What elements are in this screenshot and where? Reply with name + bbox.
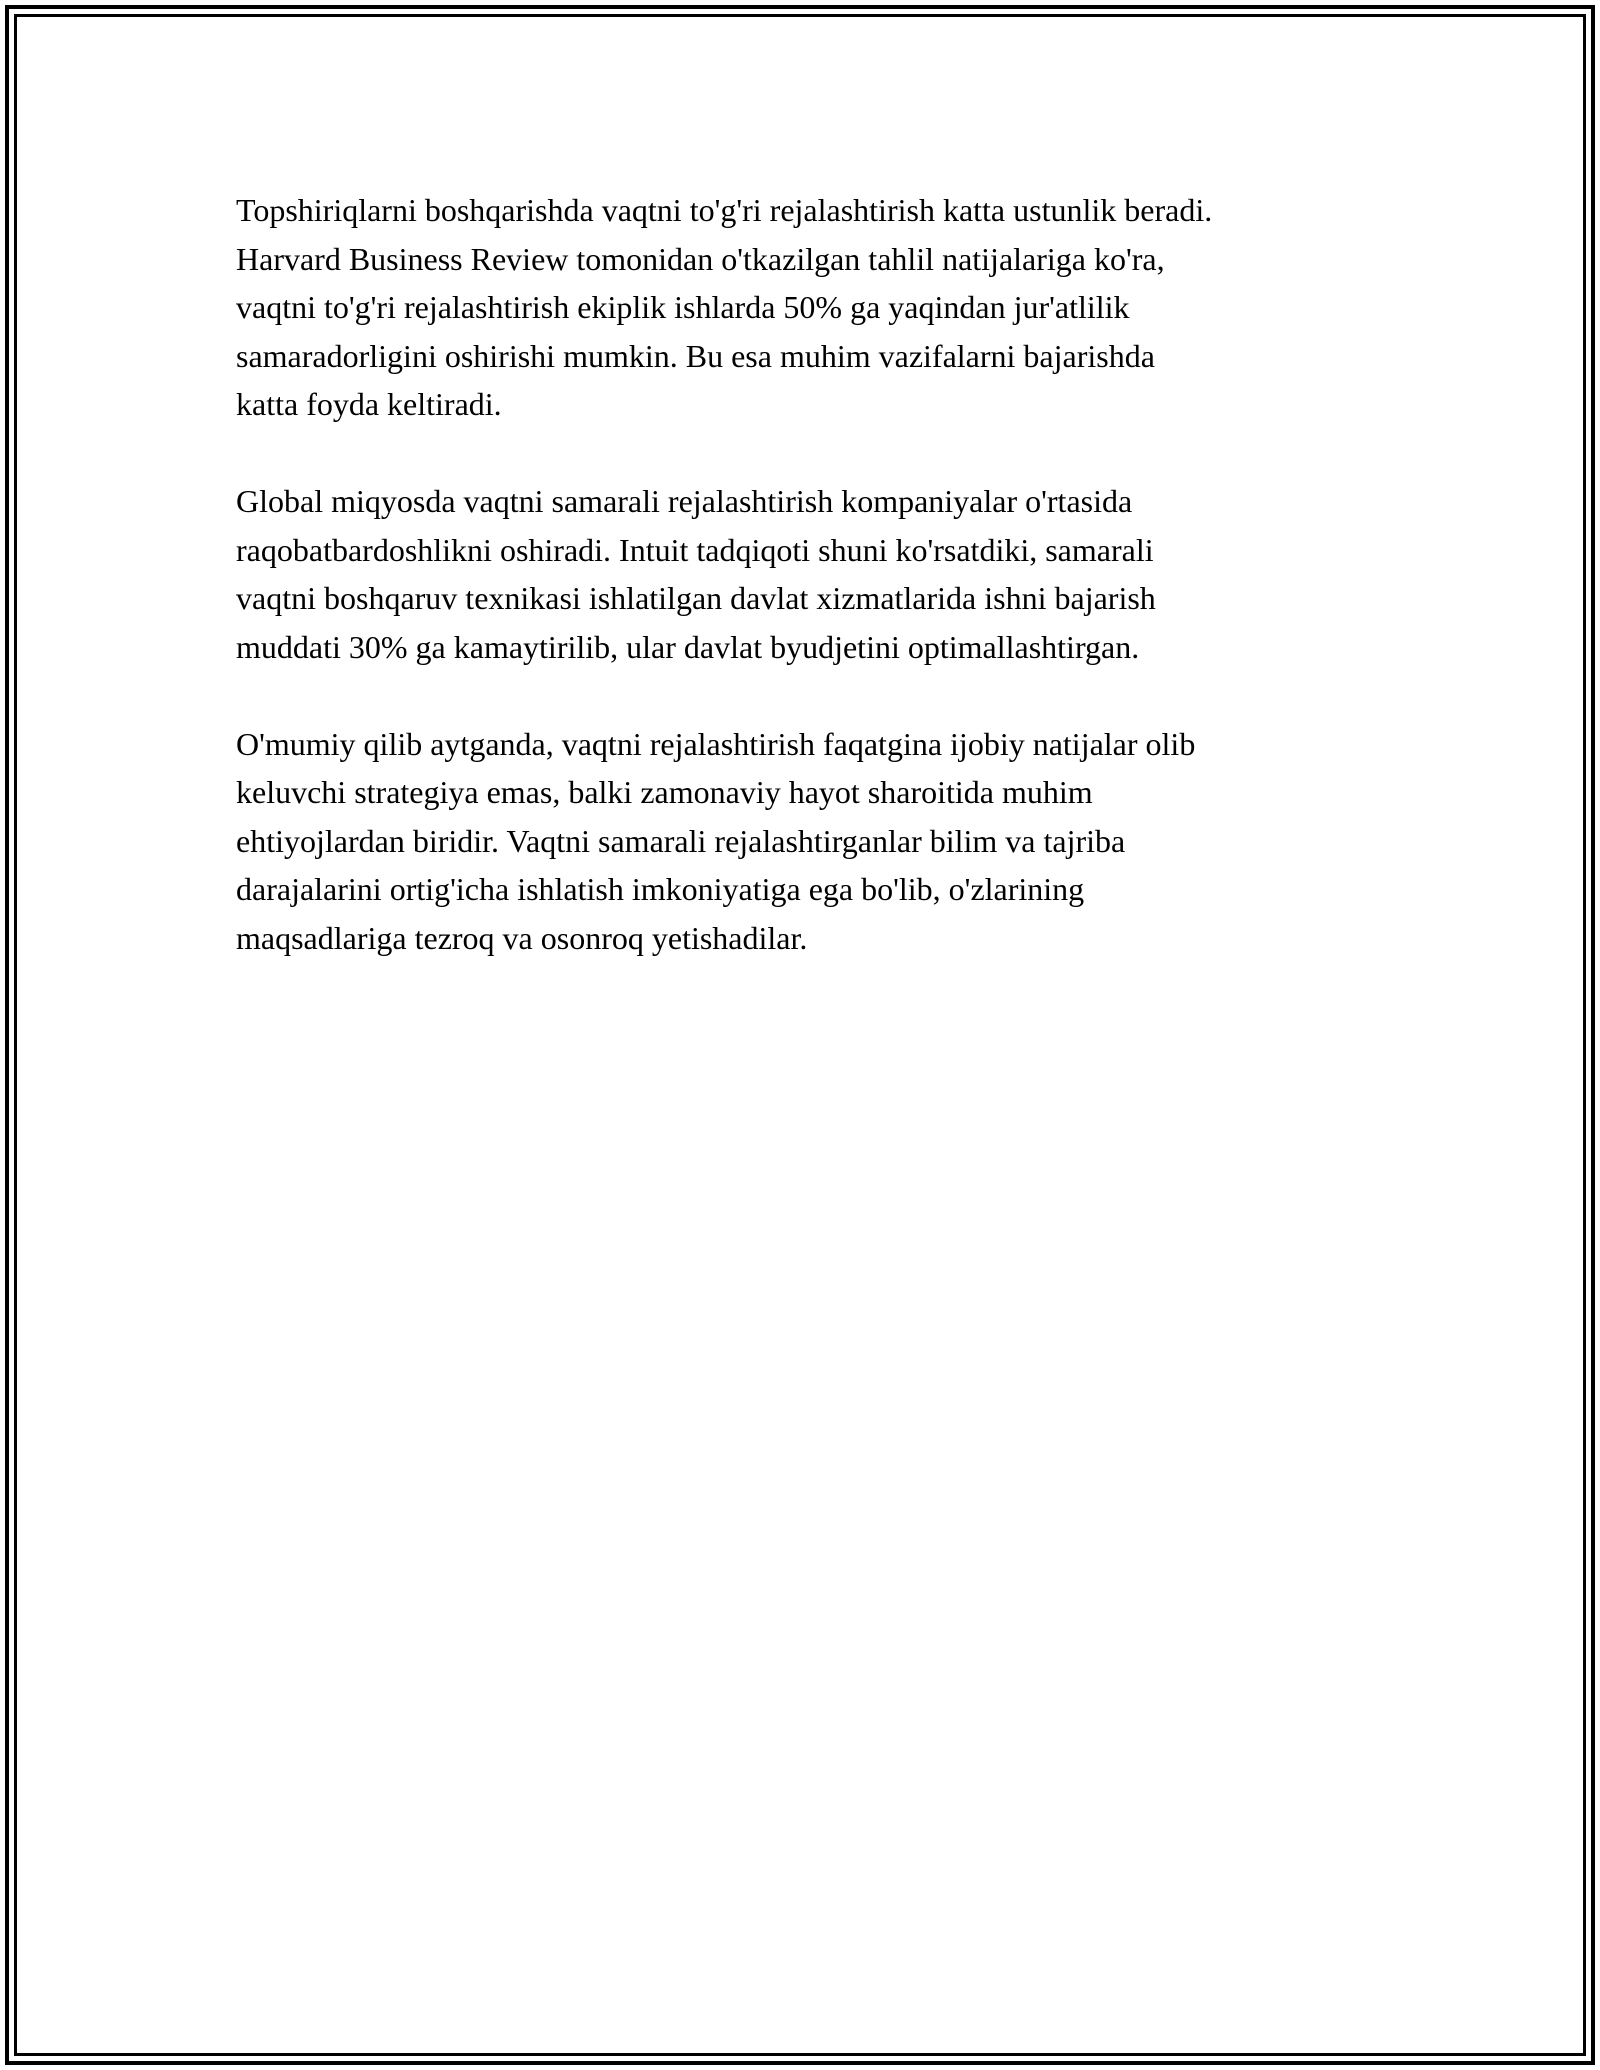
text-line: O'mumiy qilib aytganda, vaqtni rejalashtirish faqatgina ijobiy natijalar olib [236,725,1196,762]
text-line: Topshiriqlarni boshqarishda vaqtni to'g'ri rejalashtirish katta ustunlik beradi. [236,192,1213,228]
text-line: Global miqyosda vaqtni samarali rejalashtirish kompaniyalar o'rtasida [236,483,1133,519]
text-line: Harvard Business Review tomonidan o'tkazilgan tahlil natijalariga ko'ra, [236,240,1165,277]
paragraph-1 [236,186,1386,429]
document-body [236,186,1386,1011]
text-line: muddati 30% ga kamaytirilib, ular davlat byudjetini optimallashtirgan. [236,628,1140,665]
text-line: maqsadlariga tezroq va osonroq yetishadilar. [236,919,808,956]
text-line: darajalarini ortig'icha ishlatish imkoniyatiga ega bo'lib, o'zlarining [236,871,1085,907]
text-line: raqobatbardoshlikni oshiradi. Intuit tadqiqoti shuni ko'rsatdiki, samarali [236,531,1154,568]
text-line: vaqtni to'g'ri rejalashtirish ekiplik ishlarda 50% ga yaqindan jur'atlilik [236,289,1130,325]
text-line: katta foyda keltiradi. [236,386,502,422]
text-line: vaqtni boshqaruv texnikasi ishlatilgan davlat xizmatlarida ishni bajarish [236,580,1156,616]
paragraph-3 [236,720,1386,963]
text-line: ehtiyojlardan biridir. Vaqtni samarali rejalashtirganlar bilim va tajriba [236,822,1126,859]
text-line: samaradorligini oshirishi mumkin. Bu esa muhim vazifalarni bajarishda [236,337,1155,374]
text-line: keluvchi strategiya emas, balki zamonaviy hayot sharoitida muhim [236,774,1093,810]
paragraph-2 [236,477,1386,671]
